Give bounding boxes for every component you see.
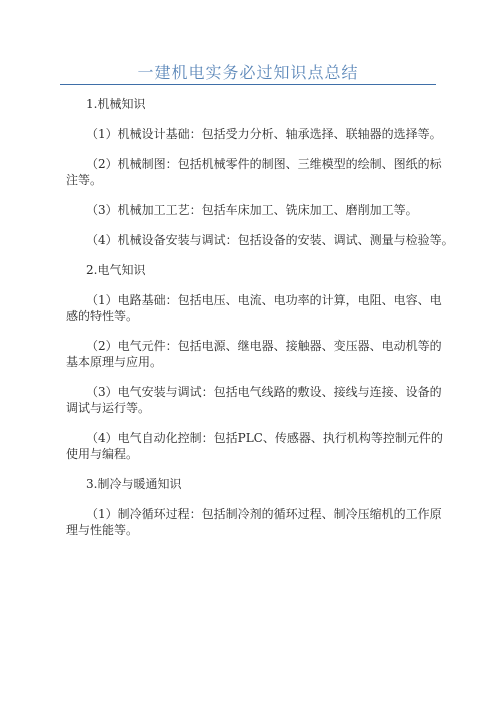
- section-heading: 1.机械知识: [86, 97, 146, 111]
- paragraph-text-continued: 注等。: [66, 173, 103, 187]
- paragraph: [66, 430, 446, 462]
- paragraph-text: （1）电路基础：包括电压、电流、电功率的计算，电阻、电容、电: [86, 293, 442, 307]
- paragraph-text: （4）电气自动化控制：包括PLC、传感器、执行机构等控制元件的: [86, 431, 443, 445]
- paragraph: [66, 338, 446, 370]
- paragraph-text-continued: 基本原理与应用。: [66, 355, 163, 369]
- paragraph: [66, 232, 454, 248]
- paragraph: [66, 292, 446, 324]
- paragraph: [66, 126, 446, 142]
- document-title: 一建机电实务必过知识点总结: [137, 63, 359, 82]
- paragraph-text: （3）电气安装与调试：包括电气线路的敷设、接线与连接、设备的: [86, 385, 442, 399]
- paragraph-text-continued: 调试与运行等。: [66, 401, 151, 415]
- document-body: [66, 96, 454, 538]
- paragraph: [66, 506, 446, 538]
- paragraph: [66, 202, 446, 218]
- paragraph-text-continued: 使用与编程。: [66, 447, 139, 461]
- paragraph-text: （2）电气元件：包括电源、继电器、接触器、变压器、电动机等的: [86, 339, 442, 353]
- paragraph-text: （1）机械设计基础：包括受力分析、轴承选择、联轴器的选择等。: [86, 127, 442, 141]
- paragraph-text: （1）制冷循环过程：包括制冷剂的循环过程、制冷压缩机的工作原: [86, 507, 442, 521]
- paragraph: [66, 384, 446, 416]
- section-heading: 3.制冷与暖通知识: [86, 477, 182, 491]
- paragraph: [66, 156, 446, 188]
- paragraph-text-continued: 感的特性等。: [66, 309, 139, 323]
- paragraph-text: （2）机械制图：包括机械零件的制图、三维模型的绘制、图纸的标: [86, 157, 442, 171]
- paragraph-text: （4）机械设备安装与调试：包括设备的安装、调试、测量与检验等。: [86, 233, 454, 247]
- paragraph-text-continued: 理与性能等。: [66, 523, 139, 537]
- title-divider: [60, 84, 436, 85]
- paragraph-text: （3）机械加工工艺：包括车床加工、铣床加工、磨削加工等。: [86, 203, 418, 217]
- section-heading: 2.电气知识: [86, 263, 146, 277]
